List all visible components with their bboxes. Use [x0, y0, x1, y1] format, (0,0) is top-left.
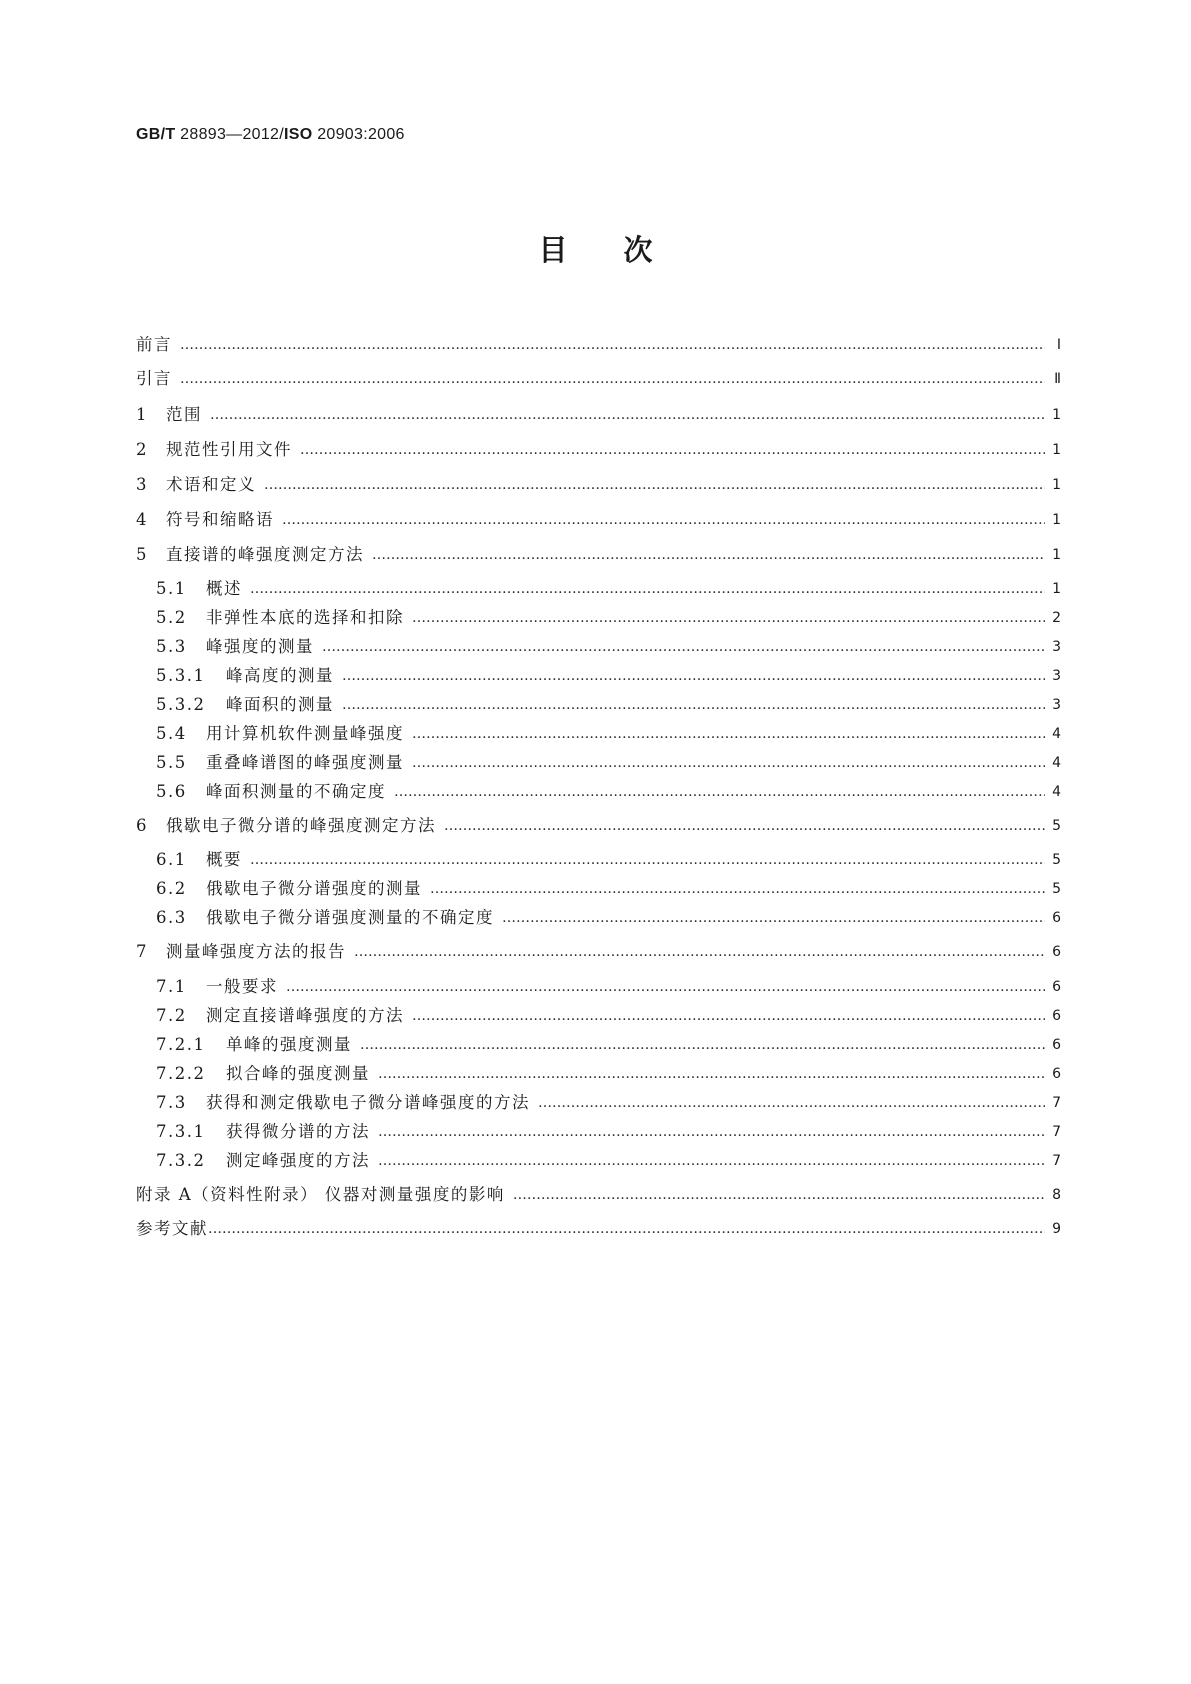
standard-prefix: GB/T: [136, 126, 176, 143]
toc-leader: [444, 815, 1045, 837]
toc-entry-page: 9: [1052, 1221, 1061, 1237]
toc-entry-page: 1: [1052, 477, 1061, 493]
toc-entry-page: 2: [1052, 610, 1061, 626]
toc-entry-page: 1: [1052, 581, 1061, 597]
toc-entry-number: 5.6: [156, 782, 187, 801]
toc-entry[interactable]: [136, 1216, 1061, 1240]
toc-entry-label: 直接谱的峰强度测定方法: [166, 545, 364, 564]
toc-entry-number: 3: [136, 475, 148, 494]
toc-entry[interactable]: [156, 1032, 1061, 1056]
toc-entry-number: 5: [136, 545, 148, 564]
toc-entry[interactable]: [136, 507, 1061, 531]
toc-entry-number: 7.3.1: [156, 1122, 206, 1141]
toc-entry[interactable]: [136, 472, 1061, 496]
toc-entry-number: 5.3.2: [156, 695, 206, 714]
toc-entry-page: 6: [1052, 1066, 1061, 1082]
toc-entry[interactable]: [156, 876, 1061, 900]
toc-entry[interactable]: [136, 1182, 1061, 1206]
page-title: 目次: [538, 233, 709, 267]
toc-entry-label: 峰强度的测量: [206, 637, 314, 656]
toc-entry-label: 范围: [166, 405, 202, 424]
toc-entry[interactable]: [156, 1003, 1061, 1027]
toc-leader: [180, 368, 1045, 390]
toc-leader: [378, 1063, 1045, 1085]
toc-entry[interactable]: [136, 813, 1061, 837]
toc-leader: [322, 636, 1045, 658]
toc-entry-label: 峰面积测量的不确定度: [206, 782, 386, 801]
toc-entry-number: 5.3: [156, 637, 187, 656]
toc-entry-label: 俄歇电子微分谱强度的测量: [206, 879, 422, 898]
toc-entry[interactable]: [156, 1148, 1061, 1172]
toc-entry-page: 8: [1052, 1187, 1061, 1203]
toc-leader: [378, 1150, 1045, 1172]
toc-leader: [282, 509, 1045, 531]
toc-entry-number: 7: [136, 942, 148, 961]
toc-entry-page: 5: [1052, 818, 1061, 834]
toc-entry-page: 6: [1052, 1037, 1061, 1053]
toc-entry-page: Ⅱ: [1054, 371, 1061, 387]
standard-number: 28893—2012/: [175, 126, 284, 143]
toc-entry-page: 1: [1052, 407, 1061, 423]
toc-entry-number: 6.2: [156, 879, 187, 898]
toc-entry[interactable]: [156, 1061, 1061, 1085]
toc-entry-number: 7.2: [156, 1006, 187, 1025]
toc-leader: [250, 849, 1045, 871]
toc-entry[interactable]: [136, 437, 1061, 461]
toc-entry-page: 7: [1052, 1153, 1061, 1169]
toc-leader: [502, 907, 1045, 929]
toc-entry-page: 6: [1052, 1008, 1061, 1024]
toc-entry-number: 7.3.2: [156, 1151, 206, 1170]
toc-entry-page: 4: [1052, 784, 1061, 800]
toc-entry-label: 符号和缩略语: [166, 510, 274, 529]
toc-entry-label: 非弹性本底的选择和扣除: [206, 608, 404, 627]
toc-entry[interactable]: [156, 692, 1061, 716]
toc-entry-label: 重叠峰谱图的峰强度测量: [206, 753, 404, 772]
toc-entry-page: 1: [1052, 512, 1061, 528]
toc-entry[interactable]: [156, 974, 1061, 998]
toc-entry[interactable]: [156, 634, 1061, 658]
toc-entry-page: 3: [1052, 697, 1061, 713]
toc-entry-page: 6: [1052, 910, 1061, 926]
toc-entry-number: 6: [136, 816, 148, 835]
toc-leader: [430, 878, 1045, 900]
toc-entry-page: 1: [1052, 442, 1061, 458]
toc-leader: [208, 1218, 1045, 1240]
toc-entry-page: 3: [1052, 668, 1061, 684]
toc-entry-number: 7.2.1: [156, 1035, 206, 1054]
toc-entry-number: 5.3.1: [156, 666, 206, 685]
toc-entry-label: 附录 A（资料性附录） 仪器对测量强度的影响: [136, 1185, 505, 1204]
toc-leader: [354, 941, 1045, 963]
iso-number: 20903:2006: [312, 126, 405, 143]
toc-entry-number: 7.3: [156, 1093, 187, 1112]
toc-entry-label: 引言: [136, 369, 172, 388]
toc-entry[interactable]: [156, 779, 1061, 803]
toc-entry-page: 6: [1052, 979, 1061, 995]
toc-entry-number: 7.2.2: [156, 1064, 206, 1083]
toc-entry-label: 峰高度的测量: [226, 666, 334, 685]
toc-entry-number: 5.5: [156, 753, 187, 772]
toc-leader: [412, 607, 1045, 629]
toc-entry[interactable]: [156, 1119, 1061, 1143]
toc-entry-label: 参考文献: [136, 1219, 208, 1238]
toc-entry-page: 5: [1052, 852, 1061, 868]
toc-entry-page: 6: [1052, 944, 1061, 960]
toc-entry[interactable]: [156, 1090, 1061, 1114]
toc-entry-label: 用计算机软件测量峰强度: [206, 724, 404, 743]
toc-leader: [286, 976, 1045, 998]
toc-entry-number: 1: [136, 405, 148, 424]
toc-leader: [342, 694, 1045, 716]
toc-entry[interactable]: [156, 576, 1061, 600]
toc-entry-page: 7: [1052, 1124, 1061, 1140]
toc-entry[interactable]: [136, 402, 1061, 426]
document-header: [136, 126, 405, 144]
toc-entry[interactable]: [136, 332, 1061, 356]
toc-entry-number: 6.1: [156, 850, 187, 869]
toc-entry-label: 俄歇电子微分谱的峰强度测定方法: [166, 816, 436, 835]
toc-entry[interactable]: [136, 366, 1061, 390]
toc-entry-number: 5.2: [156, 608, 187, 627]
toc-leader: [210, 404, 1045, 426]
toc-entry[interactable]: [136, 542, 1061, 566]
toc-leader: [180, 334, 1045, 356]
toc-leader: [372, 544, 1045, 566]
toc-entry-label: 测定直接谱峰强度的方法: [206, 1006, 404, 1025]
toc-leader: [412, 1005, 1045, 1027]
toc-entry[interactable]: [156, 847, 1061, 871]
toc-leader: [342, 665, 1045, 687]
toc-leader: [378, 1121, 1045, 1143]
toc-leader: [264, 474, 1045, 496]
toc-entry-label: 单峰的强度测量: [226, 1035, 352, 1054]
toc-leader: [513, 1184, 1045, 1206]
toc-entry-label: 获得微分谱的方法: [226, 1122, 370, 1141]
toc-entry-page: 7: [1052, 1095, 1061, 1111]
toc-leader: [250, 578, 1045, 600]
toc-entry[interactable]: [156, 663, 1061, 687]
toc-entry-label: 测量峰强度方法的报告: [166, 942, 346, 961]
toc-leader: [300, 439, 1045, 461]
toc-entry-label: 概述: [206, 579, 242, 598]
toc-entry-page: Ⅰ: [1056, 337, 1061, 353]
toc-leader: [412, 723, 1045, 745]
toc-entry-page: 5: [1052, 881, 1061, 897]
toc-entry-number: 6.3: [156, 908, 187, 927]
toc-entry[interactable]: [156, 721, 1061, 745]
toc-entry-label: 获得和测定俄歇电子微分谱峰强度的方法: [206, 1093, 530, 1112]
toc-leader: [412, 752, 1045, 774]
toc-entry-number: 5.4: [156, 724, 187, 743]
toc-entry-page: 4: [1052, 755, 1061, 771]
toc-entry-page: 4: [1052, 726, 1061, 742]
toc-entry[interactable]: [156, 750, 1061, 774]
toc-entry-page: 1: [1052, 547, 1061, 563]
toc-entry-label: 测定峰强度的方法: [226, 1151, 370, 1170]
toc-entry[interactable]: [156, 905, 1061, 929]
toc-entry[interactable]: [156, 605, 1061, 629]
iso-prefix: ISO: [284, 126, 313, 143]
toc-entry-label: 一般要求: [206, 977, 278, 996]
toc-entry-number: 5.1: [156, 579, 187, 598]
toc-entry-number: 2: [136, 440, 148, 459]
toc-entry-page: 3: [1052, 639, 1061, 655]
toc-entry-label: 术语和定义: [166, 475, 256, 494]
toc-entry-label: 拟合峰的强度测量: [226, 1064, 370, 1083]
toc-entry-label: 俄歇电子微分谱强度测量的不确定度: [206, 908, 494, 927]
toc-entry-label: 峰面积的测量: [226, 695, 334, 714]
toc-entry-number: 7.1: [156, 977, 187, 996]
toc-leader: [538, 1092, 1045, 1114]
toc-leader: [394, 781, 1045, 803]
toc-entry-number: 4: [136, 510, 148, 529]
toc-entry-label: 规范性引用文件: [166, 440, 292, 459]
toc-entry-label: 概要: [206, 850, 242, 869]
toc-entry-label: 前言: [136, 335, 172, 354]
toc-entry[interactable]: [136, 939, 1061, 963]
toc-leader: [360, 1034, 1045, 1056]
